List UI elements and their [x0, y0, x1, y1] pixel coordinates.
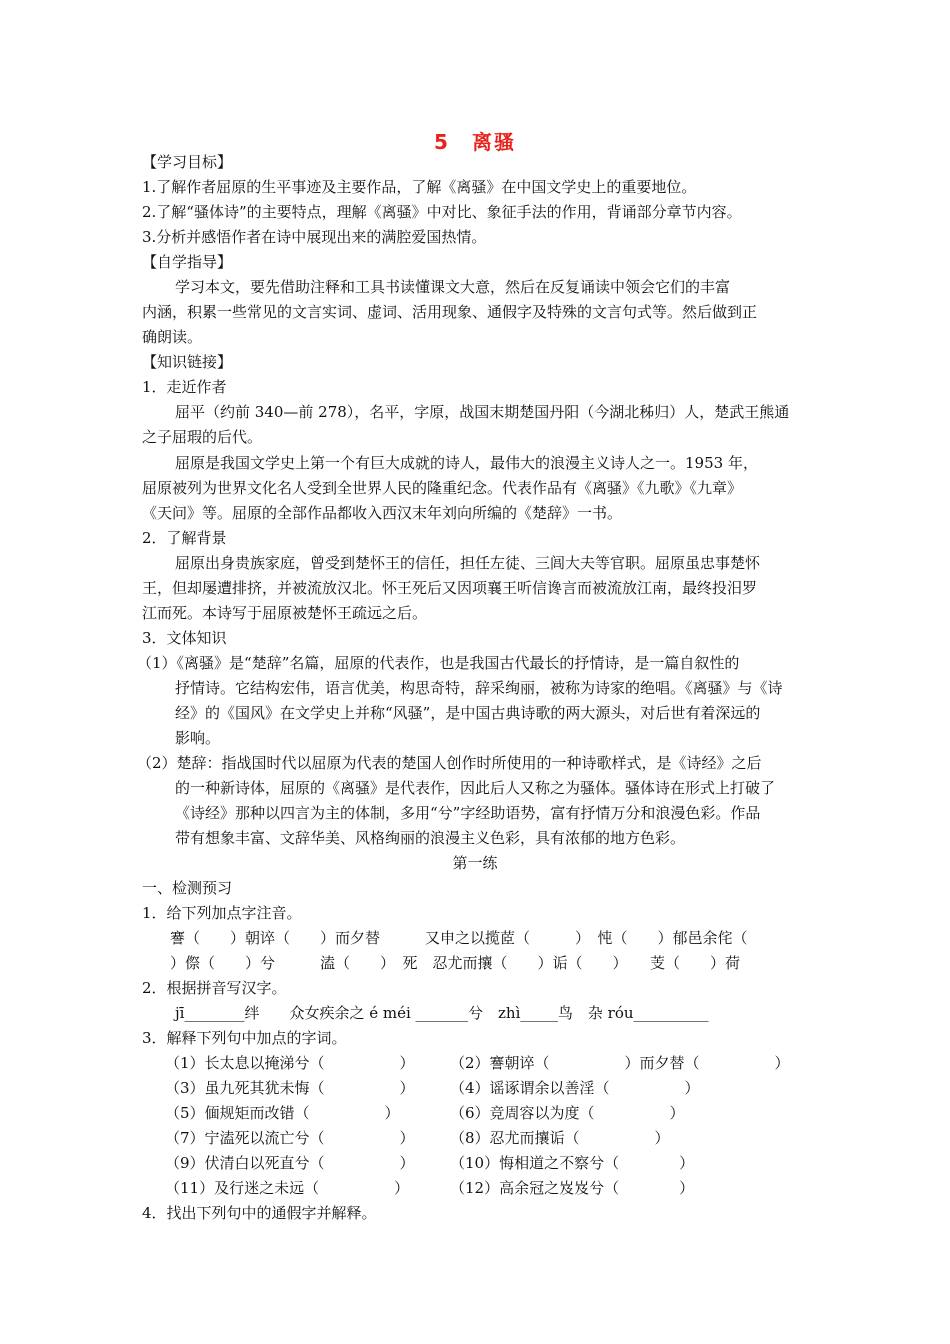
- question-2-line: jī________绊 众女疾余之 é méi _______兮 zhì_____鸟 杂 róu__________: [175, 1004, 709, 1022]
- question-3-item: （11）及行迷之未远（ ）: [165, 1179, 410, 1197]
- question-3-item: （10）悔相道之不察兮（ ）: [450, 1154, 695, 1172]
- question-3-item: （6）竞周容以为度（ ）: [450, 1104, 685, 1122]
- exercise-title: 第一练: [452, 854, 498, 872]
- guide-header: 【自学指导】: [142, 253, 233, 271]
- question-3-item: （3）虽九死其犹未悔（ ）: [165, 1079, 415, 1097]
- author-line: 之子屈瑕的后代。: [142, 428, 263, 446]
- genre-item-2-line: 带有想象丰富、文辞华美、风格绚丽的浪漫主义色彩，具有浓郁的地方色彩。: [175, 829, 686, 847]
- background-line: 屈原出身贵族家庭，曾受到楚怀王的信任，担任左徒、三闾大夫等官职。屈原虽忠事楚怀: [175, 554, 761, 572]
- question-2: 2．根据拼音写汉字。: [142, 979, 287, 997]
- background-line: 王，但却屡遭排挤，并被流放汉北。怀王死后又因项襄王听信谗言而被流放江南，最终投汨罗: [142, 579, 758, 597]
- question-3: 3．解释下列句中加点的字词。: [142, 1029, 347, 1047]
- question-3-item: （7）宁溘死以流亡兮（ ）: [165, 1129, 415, 1147]
- goal-item: 2.了解“骚体诗”的主要特点，理解《离骚》中对比、象征手法的作用，背诵部分章节内容。: [142, 203, 742, 221]
- author-line: 屈原是我国文学史上第一个有巨大成就的诗人，最伟大的浪漫主义诗人之一。1953 年，: [175, 454, 758, 472]
- author-line: 屈原被列为世界文化名人受到全世界人民的隆重纪念。代表作品有《离骚》《九歌》《九章》: [142, 479, 743, 497]
- background-line: 江而死。本诗写于屈原被楚怀王疏远之后。: [142, 604, 428, 622]
- goals-header: 【学习目标】: [142, 153, 233, 171]
- question-3-item: （2）謇朝谇（ ）而夕替（ ）: [450, 1054, 790, 1072]
- question-3-item: （9）伏清白以死直兮（ ）: [165, 1154, 415, 1172]
- question-4: 4．找出下列句中的通假字并解释。: [142, 1204, 377, 1222]
- genre-header: 3．文体知识: [142, 629, 227, 647]
- goal-item: 1.了解作者屈原的生平事迹及主要作品，了解《离骚》在中国文学史上的重要地位。: [142, 178, 697, 196]
- question-1: 1．给下列加点字注音。: [142, 904, 302, 922]
- question-3-item: （5）偭规矩而改错（ ）: [165, 1104, 400, 1122]
- exercise-part-1: 一、检测预习: [142, 879, 233, 897]
- guide-line: 确朗读。: [142, 328, 203, 346]
- background-header: 2．了解背景: [142, 529, 227, 547]
- question-3-item: （1）长太息以掩涕兮（ ）: [165, 1054, 415, 1072]
- author-line: 屈平（约前 340—前 278），名平，字原，战国末期楚国丹阳（今湖北秭归）人，楚武王熊通: [175, 403, 790, 421]
- genre-item-2-line: （2）楚辞：指战国时代以屈原为代表的楚国人创作时所使用的一种诗歌样式，是《诗经》之后: [137, 754, 762, 772]
- genre-item-1-line: （1）《离骚》是“楚辞”名篇，屈原的代表作，也是我国古代最长的抒情诗，是一篇自叙性的: [137, 654, 740, 672]
- question-1-line: 謇（ ）朝谇（ ）而夕替 又申之以揽茝（ ） 忳（ ）郁邑余侘（: [170, 929, 748, 947]
- question-3-item: （12）高余冠之岌岌兮（ ）: [450, 1179, 695, 1197]
- genre-item-1-line: 抒情诗。它结构宏伟，语言优美，构思奇特，辞采绚丽，被称为诗家的绝唱。《离骚》与《诗: [175, 679, 783, 697]
- guide-line: 内涵，积累一些常见的文言实词、虚词、活用现象、通假字及特殊的文言句式等。然后做到正: [142, 303, 758, 321]
- author-line: 《天问》等。屈原的全部作品都收入西汉末年刘向所编的《楚辞》一书。: [142, 504, 623, 522]
- knowledge-header: 【知识链接】: [142, 353, 233, 371]
- question-3-item: （8）忍尤而攘诟（ ）: [450, 1129, 670, 1147]
- author-header: 1．走近作者: [142, 378, 227, 396]
- goal-item: 3.分析并感悟作者在诗中展现出来的满腔爱国热情。: [142, 228, 487, 246]
- genre-item-1-line: 经》的《国风》在文学史上并称“风骚”，是中国古典诗歌的两大源头，对后世有着深远的: [175, 704, 761, 722]
- genre-item-2-line: 的一种新诗体，屈原的《离骚》是代表作，因此后人又称之为骚体。骚体诗在形式上打破了: [175, 779, 776, 797]
- guide-line: 学习本文，要先借助注释和工具书读懂课文大意，然后在反复诵读中领会它们的丰富: [175, 278, 731, 296]
- genre-item-2-line: 《诗经》那种以四言为主的体制，多用“兮”字经助语势，富有抒情万分和浪漫色彩。作品: [175, 804, 761, 822]
- lesson-title: 5 离骚: [434, 130, 516, 154]
- question-3-item: （4）谣诼谓余以善淫（ ）: [450, 1079, 700, 1097]
- question-1-line: ）傺（ ）兮 溘（ ） 死 忍尤而攘（ ）诟（ ） 芰（ ）荷: [170, 954, 741, 972]
- genre-item-1-line: 影响。: [175, 729, 221, 747]
